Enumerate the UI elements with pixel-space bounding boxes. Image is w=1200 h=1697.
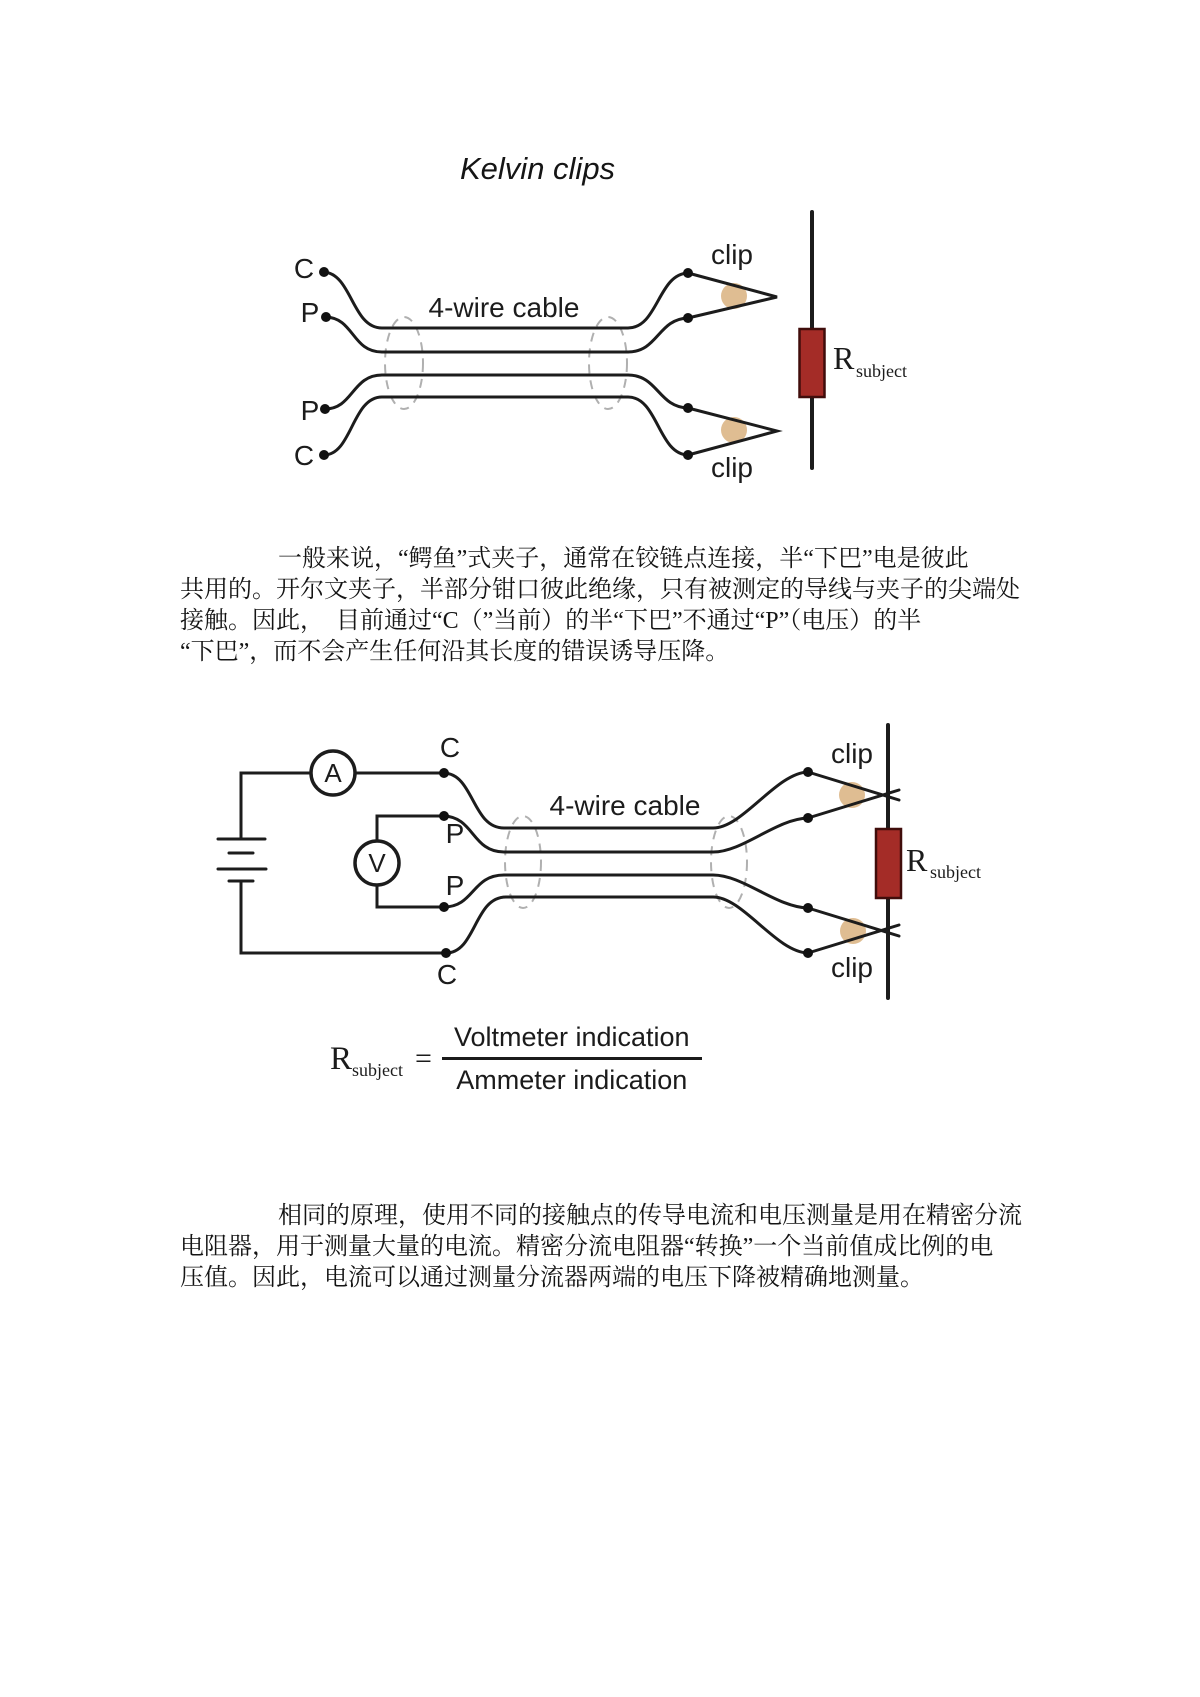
wire-potential-top — [444, 816, 808, 852]
wire-potential-bottom — [444, 875, 808, 908]
formula-numerator: Voltmeter indication — [442, 1022, 702, 1060]
hinge-dot — [683, 313, 693, 323]
resistance-formula — [330, 1022, 702, 1096]
resistor-subscript: subject — [856, 361, 907, 381]
hinge-dot — [683, 450, 693, 460]
terminal-label-p-bottom: P — [300, 395, 320, 426]
wire-potential-bottom — [325, 375, 688, 409]
wire-voltmeter-top — [377, 816, 444, 841]
cable-tie-right — [589, 317, 627, 409]
hinge-dot — [683, 268, 693, 278]
paragraph-line: 共用的。开尔文夹子，半部分钳口彼此绝缘，只有被测定的导线与夹子的尖端处 — [180, 577, 1020, 603]
wire-current-bottom — [324, 397, 688, 455]
paragraph-line: 电阻器，用于测量大量的电流。精密分流电阻器“转换”一个当前值成比例的电 — [180, 1234, 994, 1260]
terminal-label-c-bottom: C — [436, 959, 458, 990]
clip-label-bottom: clip — [830, 952, 874, 983]
formula-fraction — [442, 1022, 702, 1096]
paragraph-alligator-vs-kelvin — [180, 544, 1050, 668]
page-title: Kelvin clips — [460, 151, 616, 186]
ammeter-label: A — [324, 758, 342, 788]
paragraph-shunt-resistors — [180, 1201, 1050, 1294]
hinge-dot — [803, 813, 813, 823]
terminal-dot — [321, 312, 331, 322]
kelvin-measurement-circuit-diagram — [0, 700, 1200, 1010]
resistor-symbol: R — [833, 340, 855, 376]
terminal-dot — [319, 450, 329, 460]
cable-tie-right — [711, 816, 747, 908]
hinge-dot — [803, 767, 813, 777]
wire-voltmeter-bottom — [377, 885, 444, 907]
clip-label-bottom: clip — [710, 452, 754, 483]
paragraph-line: 接触。因此， 目前通过“C（”当前）的半“下巴”不通过“P”（电压）的半 — [180, 608, 922, 634]
wire-battery-to-ammeter — [241, 773, 311, 839]
hinge-dot — [803, 948, 813, 958]
terminal-label-p-bottom: P — [445, 870, 465, 901]
cable-tie-left — [385, 317, 423, 409]
formula-lhs — [330, 1041, 403, 1078]
resistor-body — [876, 829, 901, 898]
terminal-dot — [441, 948, 451, 958]
kelvin-clips-diagram — [0, 195, 1200, 495]
resistor-subscript: subject — [930, 862, 981, 882]
terminal-dot — [439, 902, 449, 912]
terminal-label-c-top: C — [439, 732, 461, 763]
paragraph-line: 相同的原理，使用不同的接触点的传导电流和电压测量是用在精密分流 — [278, 1203, 1022, 1229]
wire-battery-to-terminal — [241, 881, 446, 953]
formula-r-symbol: R — [330, 1040, 353, 1077]
voltmeter-label: V — [368, 848, 386, 878]
wire-current-bottom — [446, 897, 808, 953]
terminal-dot — [439, 768, 449, 778]
terminal-label-p-top: P — [300, 297, 320, 328]
hinge-dot — [803, 903, 813, 913]
cable-label: 4-wire cable — [549, 790, 701, 821]
clip-label-top: clip — [710, 239, 754, 270]
paragraph-line: 一般来说，“鳄鱼”式夹子，通常在铰链点连接，半“下巴”电是彼此 — [278, 546, 969, 572]
hinge-dot — [683, 403, 693, 413]
formula-denominator: Ammeter indication — [456, 1065, 688, 1095]
terminal-dot — [319, 267, 329, 277]
terminal-label-p-top: P — [445, 818, 465, 849]
cable-tie-left — [505, 816, 541, 908]
resistor-symbol: R — [906, 842, 928, 878]
resistor-body — [800, 329, 825, 397]
clip-label-top: clip — [830, 738, 874, 769]
terminal-label-c-bottom: C — [293, 440, 315, 471]
cable-label: 4-wire cable — [428, 292, 580, 323]
paragraph-line: “下巴”，而不会产生任何沿其长度的错误诱导压降。 — [180, 639, 730, 665]
terminal-dot — [320, 404, 330, 414]
paragraph-line: 压值。因此，电流可以通过测量分流器两端的电压下降被精确地测量。 — [180, 1265, 924, 1291]
formula-r-subscript: subject — [352, 1059, 404, 1080]
terminal-label-c-top: C — [293, 253, 315, 284]
equals-sign: = — [415, 1042, 432, 1075]
